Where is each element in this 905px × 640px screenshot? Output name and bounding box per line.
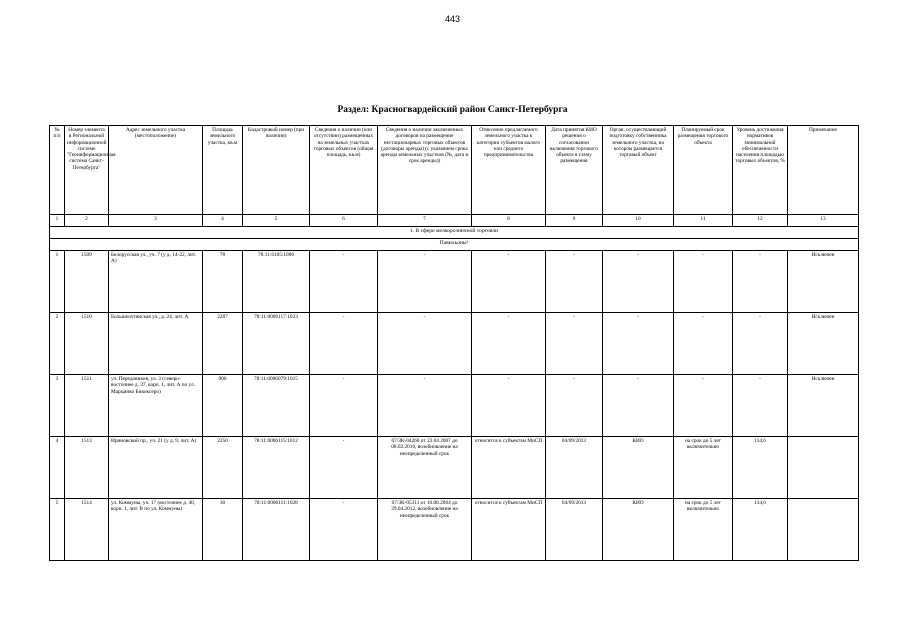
note: Исключен — [788, 375, 859, 437]
element-number: 1509 — [65, 251, 109, 313]
column-number-row — [50, 215, 859, 227]
lease-contracts: 07/ЗК-04260 от 23.04.2007 до 08.02.2010, возобновление на неопределенный срок — [378, 437, 472, 499]
planned-term: - — [674, 375, 733, 437]
approval-date: 04/09/2013 — [546, 437, 603, 499]
column-header: Номер элемента в Региональной информационной системе "Геоинформационная система Санкт-Петербурга" — [65, 126, 109, 215]
row-number: 2 — [50, 313, 65, 375]
row-number: 3 — [50, 375, 65, 437]
column-header: Кадастровый номер (при наличии) — [243, 126, 310, 215]
provision-level: 134,6 — [733, 437, 788, 499]
element-number: 1513 — [65, 437, 109, 499]
subsection-label: Павильоны¹ — [50, 239, 859, 251]
planned-term: - — [674, 313, 733, 375]
column-number: 4 — [203, 215, 243, 227]
column-number: 1 — [50, 215, 65, 227]
column-number: 12 — [733, 215, 788, 227]
table-row — [50, 313, 859, 375]
cadastral-number: 78:11:6105:1006 — [243, 251, 310, 313]
column-number: 3 — [109, 215, 203, 227]
provision-level: - — [733, 375, 788, 437]
provision-level: 134,6 — [733, 499, 788, 561]
area: 900 — [203, 375, 243, 437]
column-number: 11 — [674, 215, 733, 227]
authority: - — [603, 375, 674, 437]
cadastral-number: 78:11:0006115:1012 — [243, 437, 310, 499]
column-number: 10 — [603, 215, 674, 227]
sme-category: - — [472, 375, 546, 437]
header-row — [50, 126, 859, 215]
column-number: 5 — [243, 215, 310, 227]
authority: КИО — [603, 499, 674, 561]
column-header: Орган, осуществляющий подготовку собственника земельного участка, на котором размещается торговый объект — [603, 126, 674, 215]
column-header: Площадь земельного участка, кв.м — [203, 126, 243, 215]
existing-objects: - — [310, 437, 378, 499]
column-number: 8 — [472, 215, 546, 227]
address: Белорусская ул., уч. 7 (у д. 14-22, лит. А) — [109, 251, 203, 313]
address: Ириновский пр., уч. 21 (у д. 9, лит. А) — [109, 437, 203, 499]
sme-category: - — [472, 251, 546, 313]
existing-objects: - — [310, 251, 378, 313]
sme-category: - — [472, 313, 546, 375]
provision-level: - — [733, 313, 788, 375]
area: 78 — [203, 251, 243, 313]
lease-contracts: - — [378, 251, 472, 313]
table-row — [50, 375, 859, 437]
planned-term: - — [674, 251, 733, 313]
element-number: 1510 — [65, 313, 109, 375]
area: 2250 — [203, 437, 243, 499]
sme-category: относится к субъектам МиСП — [472, 437, 546, 499]
column-header: Дата принятия КИО решения о согласовании включения торгового объекта в схему размещения — [546, 126, 603, 215]
approval-date: - — [546, 313, 603, 375]
section-label: 1. В сфере мелкорозничной торговли — [50, 227, 859, 239]
element-number: 1511 — [65, 375, 109, 437]
planned-term: на срок до 5 лет включительно — [674, 499, 733, 561]
row-number: 4 — [50, 437, 65, 499]
note — [788, 499, 859, 561]
existing-objects: - — [310, 499, 378, 561]
column-header: Адрес земельного участка (местоположение) — [109, 126, 203, 215]
column-header: Сведения о наличии заключенных договоров на размещение нестационарных торговых объектов (договоры аренды) (с указанием срока аренды земельных участков (№, дата и срок аренды)) — [378, 126, 472, 215]
approval-date: - — [546, 251, 603, 313]
lease-contracts: 07/ЗК-05311 от 10.08.2004 до 29.04.2012, возобновление на неопределенный срок — [378, 499, 472, 561]
column-number: 13 — [788, 215, 859, 227]
provision-level: - — [733, 251, 788, 313]
column-header: Планируемый срок размещения торгового объекта — [674, 126, 733, 215]
cadastral-number: 78:11:0006079:1015 — [243, 375, 310, 437]
note — [788, 437, 859, 499]
area: 30 — [203, 499, 243, 561]
existing-objects: - — [310, 375, 378, 437]
column-number: 2 — [65, 215, 109, 227]
section-row — [50, 227, 859, 239]
registry-table — [49, 125, 859, 561]
address: Большеохтинская ул., д. 24, лит. А — [109, 313, 203, 375]
page-number: 443 — [444, 14, 461, 24]
column-header: Уровень достижения нормативов минимальной обеспеченности населения площадью торговых объектов, % — [733, 126, 788, 215]
authority: - — [603, 251, 674, 313]
lease-contracts: - — [378, 375, 472, 437]
column-number: 9 — [546, 215, 603, 227]
approval-date: 04/09/2013 — [546, 499, 603, 561]
note: Исключен — [788, 251, 859, 313]
table-row — [50, 499, 859, 561]
address: ул. Коммуны, уч. 17 (восточнее д. 40, корп. 1, лит. В по ул. Коммуны) — [109, 499, 203, 561]
table-row — [50, 437, 859, 499]
row-number: 5 — [50, 499, 65, 561]
area: 2287 — [203, 313, 243, 375]
authority: - — [603, 313, 674, 375]
column-header: Отнесение предлагаемого земельного участка к категории субъектов малого или среднего предпринимательства — [472, 126, 546, 215]
cadastral-number: 78:11:0006117:1023 — [243, 313, 310, 375]
column-number: 6 — [310, 215, 378, 227]
sme-category: относится к субъектам МиСП — [472, 499, 546, 561]
cadastral-number: 78:11:0006111:1028 — [243, 499, 310, 561]
column-header: Примечание — [788, 126, 859, 215]
row-number: 1 — [50, 251, 65, 313]
subsection-row — [50, 239, 859, 251]
authority: КИО — [603, 437, 674, 499]
column-number: 7 — [378, 215, 472, 227]
column-header: Сведения о наличии (или отсутствии) размещенных на земельных участках торговых объектов (общая площадь, кв.м) — [310, 126, 378, 215]
element-number: 1514 — [65, 499, 109, 561]
approval-date: - — [546, 375, 603, 437]
existing-objects: - — [310, 313, 378, 375]
planned-term: на срок до 5 лет включительно — [674, 437, 733, 499]
lease-contracts: - — [378, 313, 472, 375]
column-header: № п/п — [50, 126, 65, 215]
note: Исключен — [788, 313, 859, 375]
address: ул. Передовиков, ул. 3 (северо-восточнее д. 37, корп. 1, лит. А по ул. Марцинко Бивоксеро) — [109, 375, 203, 437]
section-title: Раздел: Красногвардейский район Санкт-Петербурга — [337, 105, 568, 115]
table-row — [50, 251, 859, 313]
